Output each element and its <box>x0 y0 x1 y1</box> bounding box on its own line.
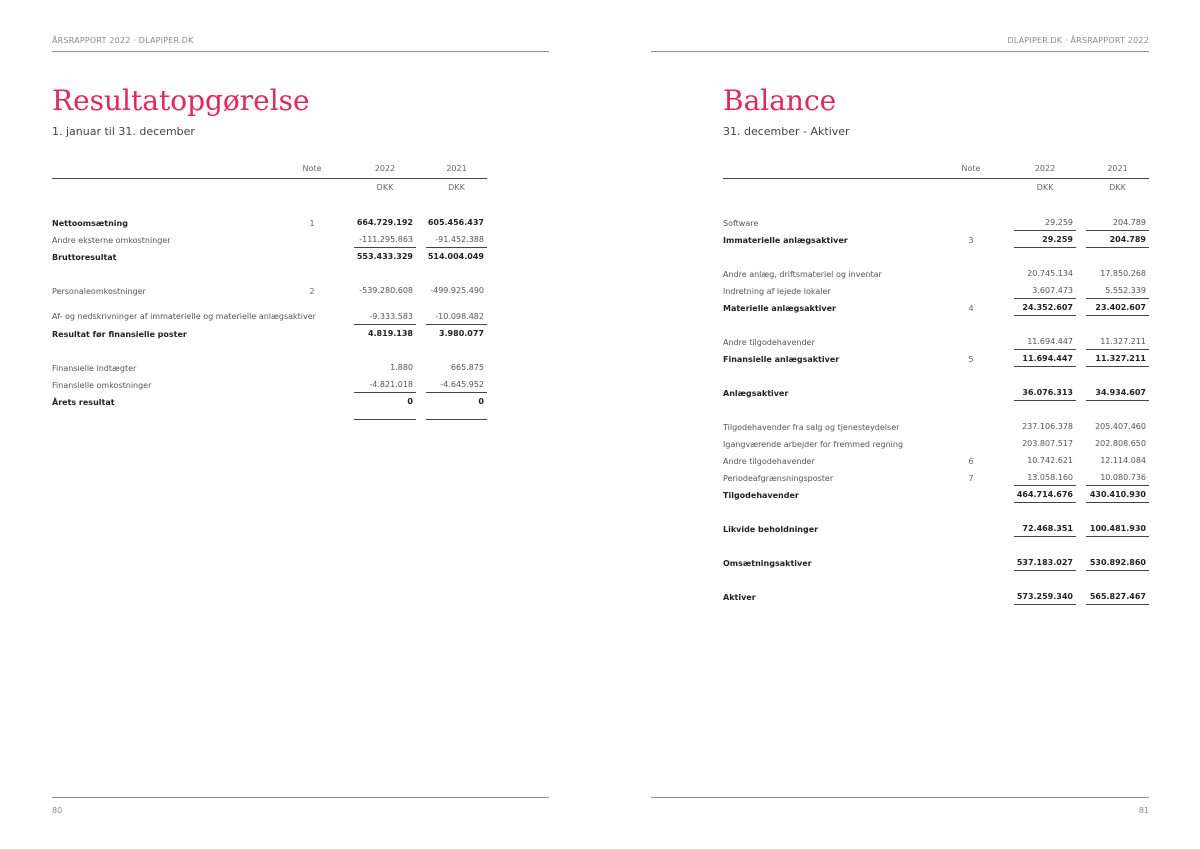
row-label: Andre anlæg, driftsmateriel og inventar <box>723 270 882 279</box>
table-row <box>723 231 1149 248</box>
header-rule <box>651 51 1149 52</box>
value-2021: 11.327.211 <box>1086 350 1149 367</box>
value-2021: 565.827.467 <box>1086 588 1149 605</box>
row-label: Årets resultat <box>52 398 115 407</box>
row-label: Tilgodehavender fra salg og tjenesteydelser <box>723 423 900 432</box>
row-label: Andre eksterne omkostninger <box>52 236 171 245</box>
page-right <box>651 0 1149 849</box>
page-title: Balance <box>723 84 837 117</box>
value-2022: 11.694.447 <box>1014 333 1076 350</box>
row-label: Materielle anlægsaktiver <box>723 304 836 313</box>
row-label: Igangværende arbejder for fremmed regning <box>723 440 904 449</box>
table-row <box>52 282 487 299</box>
table-row <box>52 376 487 393</box>
row-label: Nettoomsætning <box>52 219 128 228</box>
row-note: 3 <box>968 236 974 245</box>
table-row <box>723 469 1149 486</box>
spacer-row <box>723 248 1149 265</box>
value-2021: -499.925.490 <box>430 286 484 295</box>
value-2022: -9.333.583 <box>354 308 416 325</box>
row-note: 4 <box>968 304 974 313</box>
table-row <box>723 350 1149 367</box>
value-2021: 430.410.930 <box>1086 486 1149 503</box>
column-header <box>52 160 487 178</box>
row-label: Finansielle anlægsaktiver <box>723 355 840 364</box>
value-2022: 203.807.517 <box>1022 439 1073 448</box>
value-2022: 573.259.340 <box>1014 588 1076 605</box>
note-column-header: Note <box>302 164 322 173</box>
table-row <box>52 214 487 231</box>
row-label: Immaterielle anlægsaktiver <box>723 236 848 245</box>
note-column-header: Note <box>961 164 981 173</box>
page-title: Resultatopgørelse <box>52 84 310 117</box>
table-row <box>52 325 487 342</box>
value-2022: -111.295.863 <box>354 231 416 248</box>
value-2021: 205.407.460 <box>1095 422 1146 431</box>
row-label: Af- og nedskrivninger af immaterielle og materielle anlægsaktiver <box>52 312 316 321</box>
value-2022: 72.468.351 <box>1014 520 1076 537</box>
value-2022: 29.259 <box>1014 231 1076 248</box>
value-2021: 17.850.268 <box>1100 269 1146 278</box>
value-2021: 0 <box>478 397 484 406</box>
closing-rule <box>52 410 487 420</box>
value-2021: 605.456.437 <box>427 218 484 227</box>
value-2022: 537.183.027 <box>1014 554 1076 571</box>
value-2022: 664.729.192 <box>356 218 413 227</box>
value-2022: 29.259 <box>1014 214 1076 231</box>
spacer-row <box>52 265 487 282</box>
table-row <box>723 588 1149 605</box>
table-row <box>723 435 1149 452</box>
row-label: Periodeafgrænsningsposter <box>723 474 834 483</box>
table-rows <box>52 197 487 410</box>
row-label: Omsætningsaktiver <box>723 559 812 568</box>
table-row <box>723 452 1149 469</box>
value-2021: -10.098.482 <box>426 308 487 325</box>
value-2022: 4.819.138 <box>367 329 413 338</box>
row-label: Resultat før finansielle poster <box>52 330 187 339</box>
running-header: DLAPIPER.DK · ÅRSRAPPORT 2022 <box>1007 36 1149 45</box>
currency-unit-2022: DKK <box>376 183 394 192</box>
table-row <box>723 418 1149 435</box>
year-2021-column-header: 2021 <box>446 164 467 173</box>
year-2022-column-header: 2022 <box>374 164 396 173</box>
table-row <box>723 333 1149 350</box>
unit-header <box>723 178 1149 197</box>
year-2021-column-header: 2021 <box>1107 164 1128 173</box>
row-label: Indretning af lejede lokaler <box>723 287 831 296</box>
value-2022: 36.076.313 <box>1014 384 1076 401</box>
spacer-row <box>723 197 1149 214</box>
value-2022: 11.694.447 <box>1014 350 1076 367</box>
value-2021: 204.789 <box>1086 231 1149 248</box>
value-2021: 202.808.650 <box>1095 439 1146 448</box>
value-2021: 665.875 <box>450 363 484 372</box>
currency-unit-2022: DKK <box>1036 183 1054 192</box>
balance-sheet-table <box>723 160 1149 605</box>
table-row <box>723 299 1149 316</box>
row-label: Anlægsaktiver <box>723 389 789 398</box>
row-label: Likvide beholdninger <box>723 525 819 534</box>
spacer-row <box>52 342 487 359</box>
value-2022: 13.058.160 <box>1014 469 1076 486</box>
value-2021: 34.934.607 <box>1086 384 1149 401</box>
column-header <box>723 160 1149 178</box>
value-2022: 0 <box>407 397 413 406</box>
year-2022-column-header: 2022 <box>1034 164 1056 173</box>
table-rows <box>723 197 1149 605</box>
value-2021: 10.080.736 <box>1086 469 1149 486</box>
row-label: Andre tilgodehavender <box>723 338 815 347</box>
spacer-row <box>723 503 1149 520</box>
row-note: 7 <box>968 474 974 483</box>
spacer-row <box>723 401 1149 418</box>
income-statement-table <box>52 160 487 420</box>
spacer-row <box>723 316 1149 333</box>
page-number: 81 <box>1138 806 1149 815</box>
spacer-row <box>723 367 1149 384</box>
row-label: Finansielle omkostninger <box>52 381 152 390</box>
page-subtitle: 31. december - Aktiver <box>723 125 850 138</box>
table-row <box>52 359 487 376</box>
value-2022: -539.280.608 <box>359 286 413 295</box>
value-2021: 5.552.339 <box>1086 282 1149 299</box>
row-label: Aktiver <box>723 593 756 602</box>
value-2022: 24.352.607 <box>1014 299 1076 316</box>
currency-unit-2021: DKK <box>1109 183 1126 192</box>
row-label: Software <box>723 219 759 228</box>
header-rule <box>52 51 549 52</box>
table-row <box>52 231 487 248</box>
value-2022: 3.607.473 <box>1014 282 1076 299</box>
value-2021: -4.645.952 <box>426 376 487 393</box>
value-2021: 12.114.084 <box>1100 456 1146 465</box>
spacer-row <box>723 537 1149 554</box>
table-row <box>723 282 1149 299</box>
value-2022: 10.742.621 <box>1027 456 1073 465</box>
row-label: Andre tilgodehavender <box>723 457 815 466</box>
page-subtitle: 1. januar til 31. december <box>52 125 195 138</box>
value-2021: 23.402.607 <box>1086 299 1149 316</box>
spacer-row <box>52 197 487 214</box>
value-2021: 3.980.077 <box>438 329 484 338</box>
row-label: Finansielle indtægter <box>52 364 137 373</box>
table-row <box>723 520 1149 537</box>
value-2021: 11.327.211 <box>1086 333 1149 350</box>
row-note: 6 <box>968 457 974 466</box>
footer-rule <box>52 797 549 798</box>
value-2022: 20.745.134 <box>1027 269 1073 278</box>
value-2022: 1.880 <box>390 363 413 372</box>
row-label: Personaleomkostninger <box>52 287 146 296</box>
value-2021: 204.789 <box>1086 214 1149 231</box>
table-row <box>52 248 487 265</box>
unit-header <box>52 178 487 197</box>
table-row <box>52 393 487 410</box>
table-row <box>723 554 1149 571</box>
row-note: 1 <box>309 219 315 228</box>
table-row <box>723 384 1149 401</box>
row-note: 2 <box>309 287 315 296</box>
table-row <box>723 214 1149 231</box>
row-label: Bruttoresultat <box>52 253 117 262</box>
row-note: 5 <box>968 355 974 364</box>
row-label: Tilgodehavender <box>723 491 799 500</box>
table-row <box>723 486 1149 503</box>
value-2021: -91.452.388 <box>426 231 487 248</box>
value-2022: -4.821.018 <box>354 376 416 393</box>
value-2021: 514.004.049 <box>427 252 484 261</box>
page-number: 80 <box>52 806 63 815</box>
value-2021: 100.481.930 <box>1086 520 1149 537</box>
spacer-row <box>723 571 1149 588</box>
table-row <box>52 299 487 325</box>
running-header: ÅRSRAPPORT 2022 · DLAPIPER.DK <box>52 36 194 45</box>
value-2022: 553.433.329 <box>356 252 413 261</box>
value-2022: 237.106.378 <box>1022 422 1073 431</box>
currency-unit-2021: DKK <box>448 183 465 192</box>
page-left <box>52 0 549 849</box>
value-2022: 464.714.676 <box>1014 486 1076 503</box>
table-row <box>723 265 1149 282</box>
footer-rule <box>651 797 1149 798</box>
value-2021: 530.892.860 <box>1086 554 1149 571</box>
